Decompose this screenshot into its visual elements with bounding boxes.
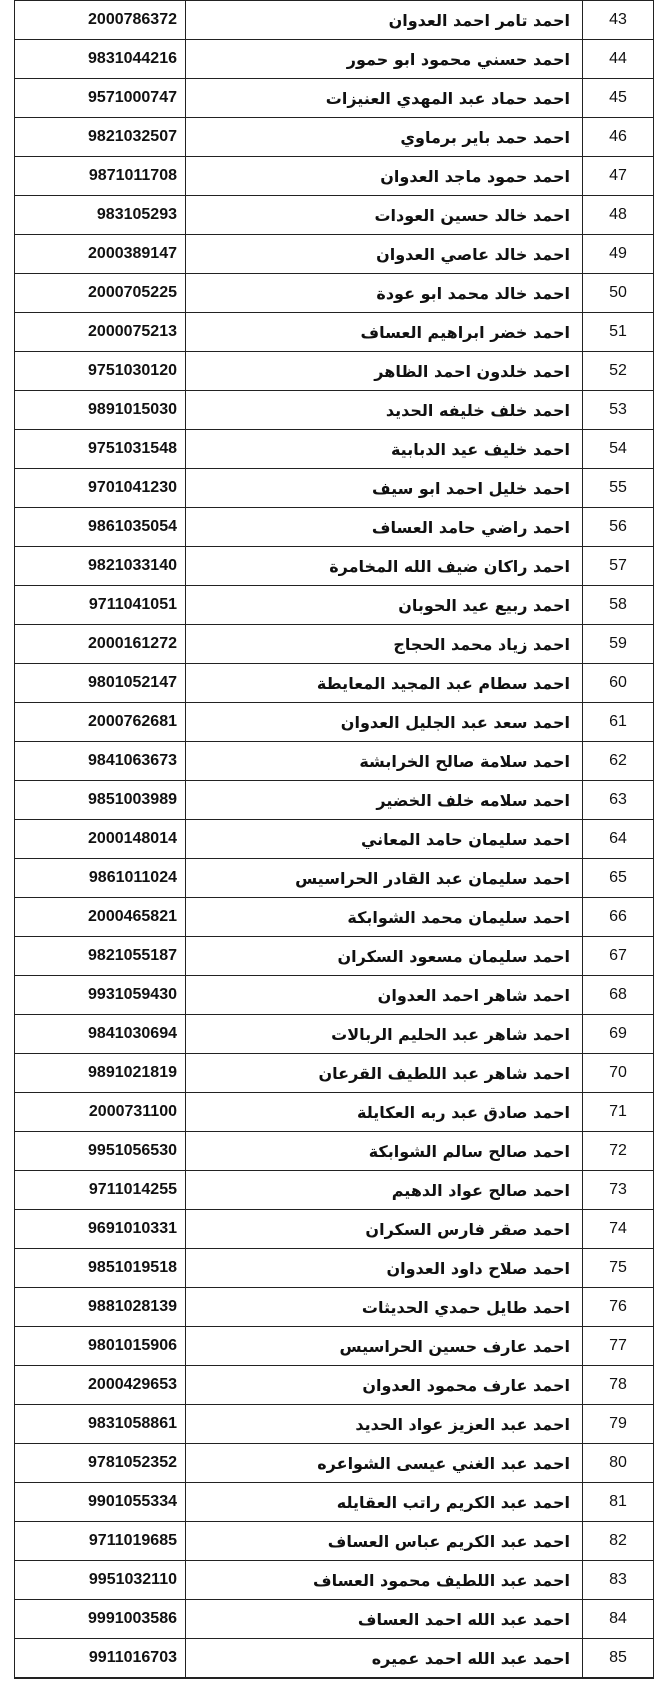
full-name-cell: احمد شاهر عبد اللطيف القرعان (186, 1054, 583, 1093)
row-number-cell: 46 (583, 118, 654, 157)
row-number-cell: 50 (583, 274, 654, 313)
national-id-cell: 9841063673 (15, 742, 186, 781)
national-id-cell: 9821032507 (15, 118, 186, 157)
full-name-cell: احمد تامر احمد العدوان (186, 1, 583, 40)
table-row (15, 79, 654, 118)
row-number-cell: 67 (583, 937, 654, 976)
row-number-cell: 78 (583, 1366, 654, 1405)
national-id-cell: 9801052147 (15, 664, 186, 703)
national-id-cell: 983105293 (15, 196, 186, 235)
row-number-cell: 73 (583, 1171, 654, 1210)
table-row (15, 274, 654, 313)
row-number-cell: 63 (583, 781, 654, 820)
full-name-cell: احمد سعد عبد الجليل العدوان (186, 703, 583, 742)
national-id-cell: 9951056530 (15, 1132, 186, 1171)
row-number-cell: 58 (583, 586, 654, 625)
full-name-cell: احمد سطام عبد المجيد المعايطة (186, 664, 583, 703)
national-id-cell: 9801015906 (15, 1327, 186, 1366)
national-id-cell: 2000465821 (15, 898, 186, 937)
table-row (15, 430, 654, 469)
row-number-cell: 74 (583, 1210, 654, 1249)
table-row (15, 703, 654, 742)
full-name-cell: احمد سلامة صالح الخرابشة (186, 742, 583, 781)
full-name-cell: احمد شاهر احمد العدوان (186, 976, 583, 1015)
table-row (15, 352, 654, 391)
row-number-cell: 62 (583, 742, 654, 781)
row-number-cell: 51 (583, 313, 654, 352)
row-number-cell: 56 (583, 508, 654, 547)
table-row (15, 1639, 654, 1679)
full-name-cell: احمد حسني محمود ابو حمور (186, 40, 583, 79)
table-row (15, 508, 654, 547)
table-row (15, 859, 654, 898)
national-id-cell: 9891021819 (15, 1054, 186, 1093)
row-number-cell: 49 (583, 235, 654, 274)
row-number-cell: 44 (583, 40, 654, 79)
row-number-cell: 81 (583, 1483, 654, 1522)
row-number-cell: 60 (583, 664, 654, 703)
table-row (15, 391, 654, 430)
national-id-cell: 9821055187 (15, 937, 186, 976)
row-number-cell: 53 (583, 391, 654, 430)
national-id-cell: 9891015030 (15, 391, 186, 430)
row-number-cell: 85 (583, 1639, 654, 1679)
table-row (15, 40, 654, 79)
row-number-cell: 45 (583, 79, 654, 118)
table-row (15, 118, 654, 157)
row-number-cell: 47 (583, 157, 654, 196)
row-number-cell: 65 (583, 859, 654, 898)
full-name-cell: احمد عبد الكريم راتب العقايله (186, 1483, 583, 1522)
national-id-cell: 2000075213 (15, 313, 186, 352)
national-id-cell: 9991003586 (15, 1600, 186, 1639)
full-name-cell: احمد حمد باير برماوي (186, 118, 583, 157)
full-name-cell: احمد سليمان حامد المعاني (186, 820, 583, 859)
full-name-cell: احمد حمود ماجد العدوان (186, 157, 583, 196)
full-name-cell: احمد خلدون احمد الظاهر (186, 352, 583, 391)
national-id-cell: 9851003989 (15, 781, 186, 820)
national-id-cell: 9871011708 (15, 157, 186, 196)
full-name-cell: احمد عبد الغني عيسى الشواعره (186, 1444, 583, 1483)
full-name-cell: احمد عبد اللطيف محمود العساف (186, 1561, 583, 1600)
national-id-cell: 2000148014 (15, 820, 186, 859)
national-id-cell: 9901055334 (15, 1483, 186, 1522)
national-id-cell: 9831044216 (15, 40, 186, 79)
national-id-cell: 9711014255 (15, 1171, 186, 1210)
national-id-cell: 9851019518 (15, 1249, 186, 1288)
table-row (15, 820, 654, 859)
full-name-cell: احمد عبد الله احمد عميره (186, 1639, 583, 1679)
full-name-cell: احمد طايل حمدي الحديثات (186, 1288, 583, 1327)
table-row (15, 235, 654, 274)
row-number-cell: 76 (583, 1288, 654, 1327)
table-row (15, 313, 654, 352)
table-row (15, 1054, 654, 1093)
row-number-cell: 68 (583, 976, 654, 1015)
table-row (15, 976, 654, 1015)
table-row (15, 1093, 654, 1132)
row-number-cell: 77 (583, 1327, 654, 1366)
national-id-cell: 9951032110 (15, 1561, 186, 1600)
full-name-cell: احمد صادق عبد ربه العكايلة (186, 1093, 583, 1132)
national-id-cell: 9861035054 (15, 508, 186, 547)
row-number-cell: 69 (583, 1015, 654, 1054)
national-id-cell: 2000429653 (15, 1366, 186, 1405)
row-number-cell: 70 (583, 1054, 654, 1093)
table-row (15, 1210, 654, 1249)
full-name-cell: احمد زياد محمد الحجاج (186, 625, 583, 664)
table-row (15, 1561, 654, 1600)
roster-table (14, 0, 654, 1679)
table-row (15, 1444, 654, 1483)
row-number-cell: 55 (583, 469, 654, 508)
full-name-cell: احمد خلف خليفه الحديد (186, 391, 583, 430)
row-number-cell: 54 (583, 430, 654, 469)
national-id-cell: 9831058861 (15, 1405, 186, 1444)
table-row (15, 1, 654, 40)
row-number-cell: 80 (583, 1444, 654, 1483)
national-id-cell: 9931059430 (15, 976, 186, 1015)
table-row (15, 1288, 654, 1327)
full-name-cell: احمد سليمان عبد القادر الحراسيس (186, 859, 583, 898)
full-name-cell: احمد ربيع عيد الحوبان (186, 586, 583, 625)
full-name-cell: احمد صلاح داود العدوان (186, 1249, 583, 1288)
row-number-cell: 43 (583, 1, 654, 40)
table-row (15, 664, 654, 703)
table-row (15, 1366, 654, 1405)
national-id-cell: 2000786372 (15, 1, 186, 40)
table-row (15, 1327, 654, 1366)
national-id-cell: 9781052352 (15, 1444, 186, 1483)
national-id-cell: 9911016703 (15, 1639, 186, 1679)
roster-body (15, 1, 654, 1679)
row-number-cell: 66 (583, 898, 654, 937)
national-id-cell: 9751030120 (15, 352, 186, 391)
row-number-cell: 84 (583, 1600, 654, 1639)
full-name-cell: احمد خليف عيد الدبابية (186, 430, 583, 469)
row-number-cell: 83 (583, 1561, 654, 1600)
national-id-cell: 2000161272 (15, 625, 186, 664)
table-row (15, 1522, 654, 1561)
row-number-cell: 61 (583, 703, 654, 742)
full-name-cell: احمد عبد الله احمد العساف (186, 1600, 583, 1639)
table-row (15, 625, 654, 664)
table-row (15, 742, 654, 781)
full-name-cell: احمد خضر ابراهيم العساف (186, 313, 583, 352)
table-row (15, 1015, 654, 1054)
table-row (15, 937, 654, 976)
national-id-cell: 9861011024 (15, 859, 186, 898)
national-id-cell: 9711041051 (15, 586, 186, 625)
full-name-cell: احمد سلامه خلف الخضير (186, 781, 583, 820)
row-number-cell: 71 (583, 1093, 654, 1132)
full-name-cell: احمد عارف محمود العدوان (186, 1366, 583, 1405)
table-row (15, 586, 654, 625)
row-number-cell: 59 (583, 625, 654, 664)
row-number-cell: 52 (583, 352, 654, 391)
national-id-cell: 9751031548 (15, 430, 186, 469)
full-name-cell: احمد عبد العزيز عواد الحديد (186, 1405, 583, 1444)
table-row (15, 196, 654, 235)
full-name-cell: احمد خالد محمد ابو عودة (186, 274, 583, 313)
national-id-cell: 9841030694 (15, 1015, 186, 1054)
table-row (15, 1405, 654, 1444)
table-row (15, 781, 654, 820)
row-number-cell: 79 (583, 1405, 654, 1444)
table-row (15, 1249, 654, 1288)
table-row (15, 898, 654, 937)
full-name-cell: احمد عارف حسين الحراسيس (186, 1327, 583, 1366)
table-row (15, 1171, 654, 1210)
national-id-cell: 2000705225 (15, 274, 186, 313)
national-id-cell: 9821033140 (15, 547, 186, 586)
full-name-cell: احمد سليمان محمد الشوابكة (186, 898, 583, 937)
table-row (15, 1483, 654, 1522)
roster-sheet (14, 0, 648, 1679)
row-number-cell: 64 (583, 820, 654, 859)
table-row (15, 469, 654, 508)
full-name-cell: احمد صالح سالم الشوابكة (186, 1132, 583, 1171)
full-name-cell: احمد خالد عاصي العدوان (186, 235, 583, 274)
national-id-cell: 2000731100 (15, 1093, 186, 1132)
full-name-cell: احمد صقر فارس السكران (186, 1210, 583, 1249)
national-id-cell: 9701041230 (15, 469, 186, 508)
row-number-cell: 82 (583, 1522, 654, 1561)
full-name-cell: احمد عبد الكريم عباس العساف (186, 1522, 583, 1561)
row-number-cell: 75 (583, 1249, 654, 1288)
national-id-cell: 2000389147 (15, 235, 186, 274)
table-row (15, 1600, 654, 1639)
row-number-cell: 48 (583, 196, 654, 235)
national-id-cell: 9711019685 (15, 1522, 186, 1561)
full-name-cell: احمد حماد عبد المهدي العنيزات (186, 79, 583, 118)
full-name-cell: احمد صالح عواد الدهيم (186, 1171, 583, 1210)
full-name-cell: احمد راضي حامد العساف (186, 508, 583, 547)
table-row (15, 1132, 654, 1171)
national-id-cell: 9691010331 (15, 1210, 186, 1249)
full-name-cell: احمد سليمان مسعود السكران (186, 937, 583, 976)
national-id-cell: 9881028139 (15, 1288, 186, 1327)
row-number-cell: 57 (583, 547, 654, 586)
row-number-cell: 72 (583, 1132, 654, 1171)
national-id-cell: 9571000747 (15, 79, 186, 118)
national-id-cell: 2000762681 (15, 703, 186, 742)
full-name-cell: احمد خليل احمد ابو سيف (186, 469, 583, 508)
full-name-cell: احمد خالد حسين العودات (186, 196, 583, 235)
table-row (15, 157, 654, 196)
full-name-cell: احمد شاهر عبد الحليم الربالات (186, 1015, 583, 1054)
table-row (15, 547, 654, 586)
full-name-cell: احمد راكان ضيف الله المخامرة (186, 547, 583, 586)
